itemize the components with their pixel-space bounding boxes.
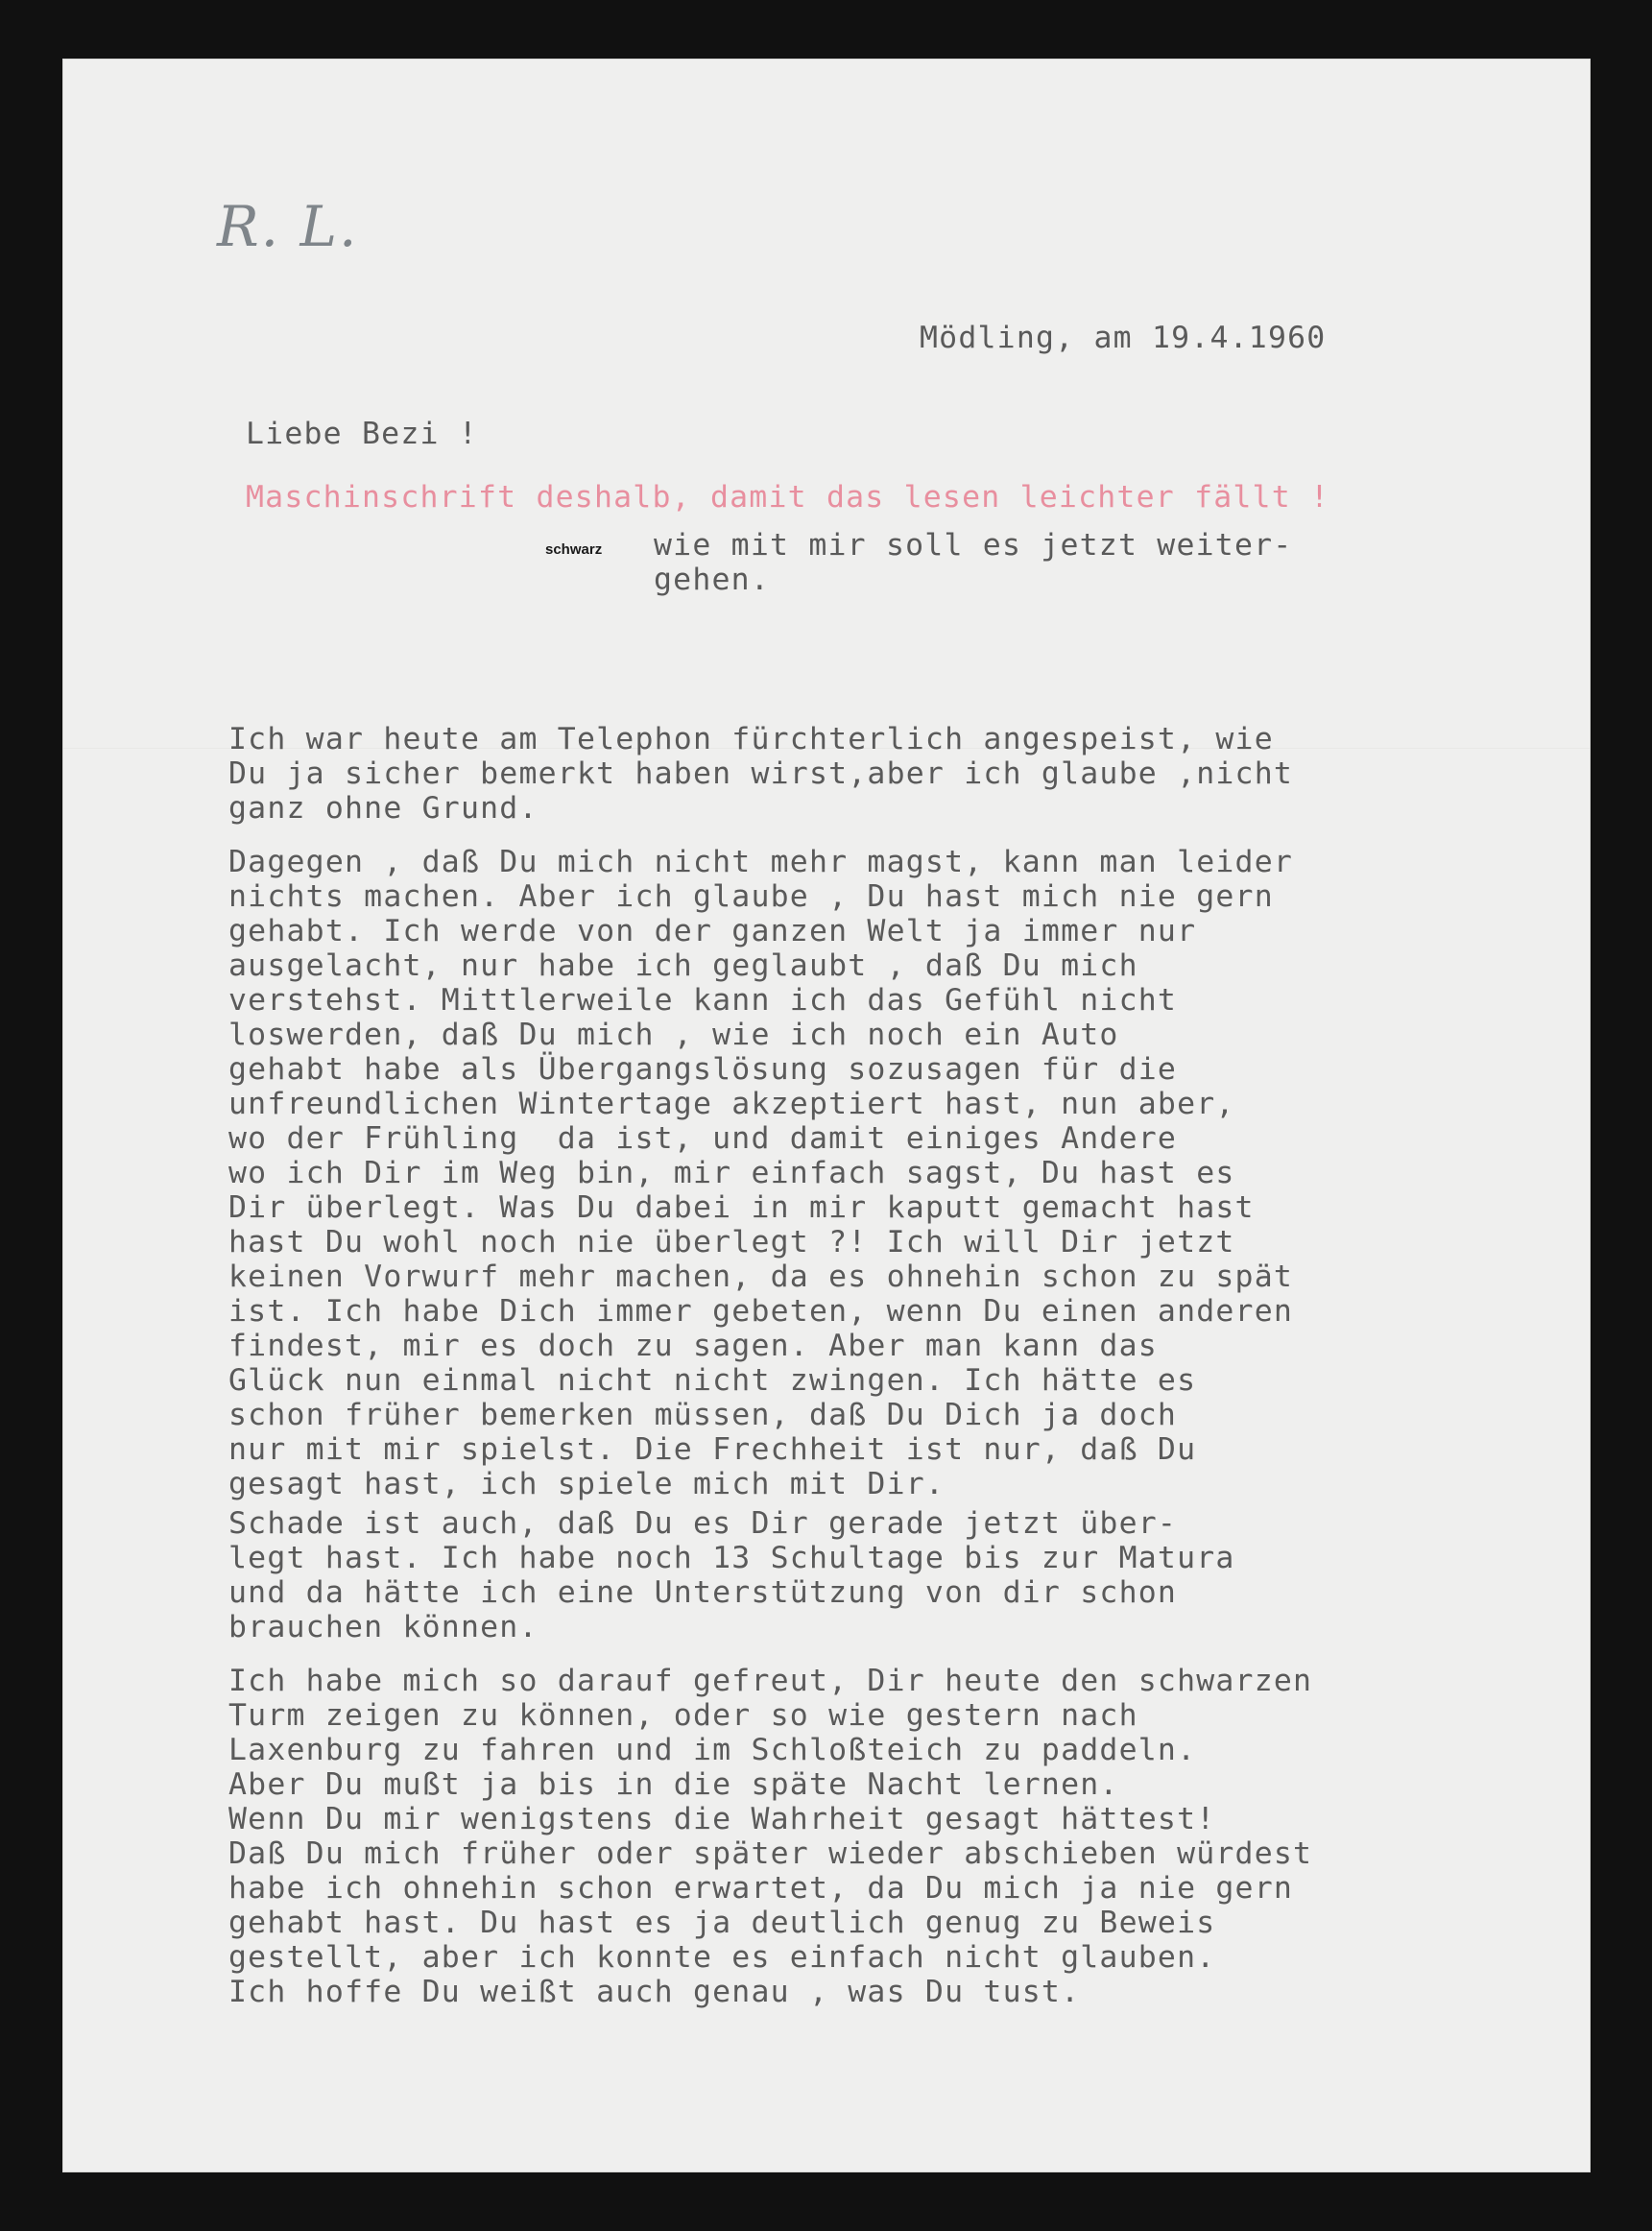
text-line: gehabt. Ich werde von der ganzen Welt ja immer nur <box>228 914 1197 948</box>
text-line: Laxenburg zu fahren und im Schloßteich zu paddeln. <box>228 1733 1197 1767</box>
text-line: gesagt hast, ich spiele mich mit Dir. <box>228 1467 946 1501</box>
text-line: gehabt hast. Du hast es ja deutlich genug zu Beweis <box>228 1906 1216 1940</box>
text-line: Schade ist auch, daß Du es Dir gerade jetzt über- <box>228 1506 1178 1541</box>
text-line: findest, mir es doch zu sagen. Aber man kann das <box>228 1329 1158 1363</box>
text-line: loswerden, daß Du mich , wie ich noch ein Auto <box>228 1018 1119 1052</box>
red-typed-note: Maschinschrift deshalb, damit das lesen leichter fällt ! <box>246 480 1330 515</box>
paragraph-1 <box>228 722 1293 826</box>
text-line: keinen Vorwurf mehr machen, da es ohnehin schon zu spät <box>228 1259 1294 1294</box>
text-line: Du ja sicher bemerkt haben wirst,aber ich glaube ,nicht <box>228 756 1294 791</box>
text-line: Ich habe mich so darauf gefreut, Dir heute den schwarzen <box>228 1664 1313 1698</box>
text-line: gehabt habe als Übergangslösung sozusagen für die <box>228 1052 1178 1087</box>
text-line: habe ich ohnehin schon erwartet, da Du mich ja nie gern <box>228 1871 1294 1906</box>
text-line: Ich war heute am Telephon fürchterlich angespeist, wie <box>228 722 1274 756</box>
text-line: unfreundlichen Wintertage akzeptiert hast, nun aber, <box>228 1087 1235 1121</box>
text-line: Wenn Du mir wenigstens die Wahrheit gesagt hättest! <box>228 1802 1216 1836</box>
dateline: Mödling, am 19.4.1960 <box>920 321 1327 355</box>
letter-paper <box>63 60 1590 2171</box>
text-line: nur mit mir spielst. Die Frechheit ist nur, daß Du <box>228 1432 1197 1467</box>
text-line: Daß Du mich früher oder später wieder abschieben würdest <box>228 1836 1313 1871</box>
text-line: ganz ohne Grund. <box>228 791 539 826</box>
paragraph-2 <box>228 845 1293 1501</box>
text-line: Dir überlegt. Was Du dabei in mir kaputt gemacht hast <box>228 1190 1255 1225</box>
text-line: Dagegen , daß Du mich nicht mehr magst, kann man leider <box>228 845 1294 879</box>
text-line: hast Du wohl noch nie überlegt ?! Ich will Dir jetzt <box>228 1225 1235 1259</box>
text-line: und da hätte ich eine Unterstützung von dir schon <box>228 1575 1178 1610</box>
text-line: wo der Frühling da ist, und damit einiges Andere <box>228 1121 1178 1156</box>
text-line: Ich hoffe Du weißt auch genau , was Du tust. <box>228 1975 1081 2009</box>
text-line: verstehst. Mittlerweile kann ich das Gefühl nicht <box>228 983 1178 1018</box>
text-line: ausgelacht, nur habe ich geglaubt , daß Du mich <box>228 948 1138 983</box>
text-line: Glück nun einmal nicht nicht zwingen. Ich hätte es <box>228 1363 1197 1398</box>
text-line: brauchen können. <box>228 1610 539 1644</box>
salutation: Liebe Bezi ! <box>246 417 478 451</box>
text-line: Turm zeigen zu können, oder so wie gestern nach <box>228 1698 1138 1733</box>
intro-line: gehen. <box>654 563 770 597</box>
margin-note: schwarz <box>545 541 603 558</box>
monogram: R. L. <box>217 194 359 259</box>
text-line: gestellt, aber ich konnte es einfach nicht glauben. <box>228 1940 1216 1975</box>
paragraph-4 <box>228 1664 1312 2009</box>
intro-line: wie mit mir soll es jetzt weiter- <box>654 528 1293 563</box>
text-line: wo ich Dir im Weg bin, mir einfach sagst, Du hast es <box>228 1156 1235 1190</box>
text-line: legt hast. Ich habe noch 13 Schultage bis zur Matura <box>228 1541 1235 1575</box>
text-line: schon früher bemerken müssen, daß Du Dich ja doch <box>228 1398 1178 1432</box>
paragraph-3 <box>228 1506 1235 1644</box>
text-line: Aber Du mußt ja bis in die späte Nacht lernen. <box>228 1767 1119 1802</box>
text-line: ist. Ich habe Dich immer gebeten, wenn Du einen anderen <box>228 1294 1294 1329</box>
text-line: nichts machen. Aber ich glaube , Du hast mich nie gern <box>228 879 1274 914</box>
